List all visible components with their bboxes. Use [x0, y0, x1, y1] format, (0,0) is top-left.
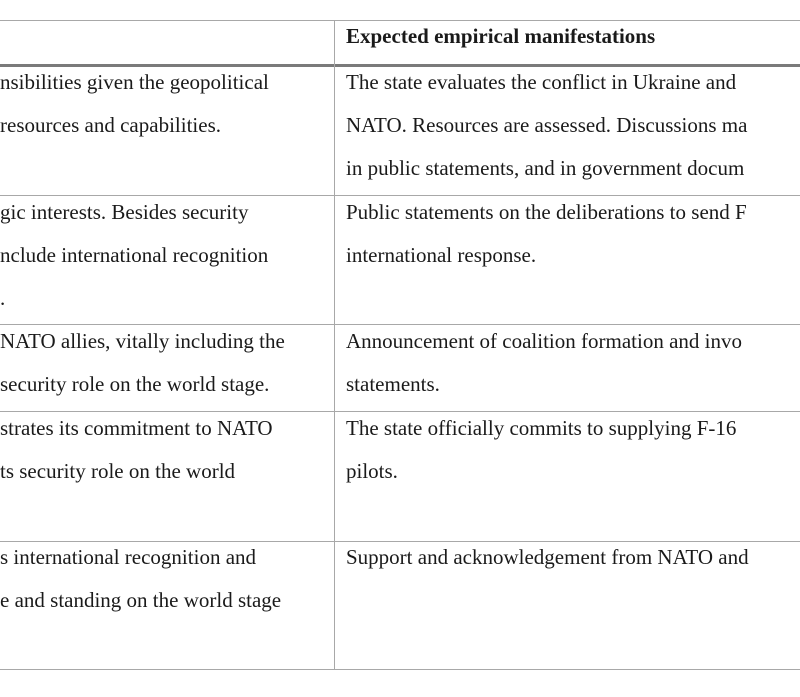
table-cell-right: [346, 191, 800, 277]
cell-text-line: security role on the world stage.: [0, 372, 270, 396]
table-cell-left: [0, 61, 333, 147]
cell-text-line: statements.: [346, 372, 440, 396]
table-cell-left: [0, 320, 333, 406]
table-cell-right: [346, 407, 800, 493]
cell-text-line: The state evaluates the conflict in Ukraine and: [346, 70, 737, 94]
cell-text-line: s international recognition and: [0, 545, 257, 569]
table-row: [0, 61, 800, 195]
cell-text-line: nclude international recognition: [0, 243, 269, 267]
cell-text-line: ts security role on the world: [0, 459, 236, 483]
table-header-row: [0, 15, 800, 60]
cell-text-line: in public statements, and in government docum: [346, 156, 745, 180]
table-row: [0, 320, 800, 411]
table-cell-right: [346, 536, 800, 579]
cell-text-line: pilots.: [346, 459, 398, 483]
cell-text-line: The state officially commits to supplying F-16: [346, 416, 737, 440]
table-cell-left: [0, 191, 333, 320]
header-cell-left: [0, 15, 333, 58]
cell-text-line: resources and capabilities.: [0, 113, 221, 137]
cell-text-line: e and standing on the world stage: [0, 588, 282, 612]
table-cell-right: [346, 61, 800, 190]
cell-text-line: .: [0, 286, 6, 310]
header-right-label: Expected empirical manifestations: [346, 24, 656, 48]
table-cell-left: [0, 536, 333, 622]
header-left-label: [0, 15, 333, 58]
cell-text-line: nsibilities given the geopolitical: [0, 70, 269, 94]
table-cell-left: [0, 407, 333, 493]
cell-text-line: international response.: [346, 243, 537, 267]
table-cell-right: [346, 320, 800, 406]
cell-text-line: Announcement of coalition formation and invo: [346, 329, 742, 353]
cell-text-line: NATO allies, vitally including the: [0, 329, 285, 353]
table-row: [0, 407, 800, 541]
cell-text-line: Public statements on the deliberations to send F: [346, 200, 747, 224]
cell-text-line: gic interests. Besides security: [0, 200, 249, 224]
header-cell-right: [346, 15, 800, 58]
table-bottom-rule: [0, 669, 800, 670]
cell-text-line: strates its commitment to NATO: [0, 416, 273, 440]
cell-text-line: NATO. Resources are assessed. Discussions ma: [346, 113, 748, 137]
table-row: [0, 536, 800, 669]
cell-text-line: Support and acknowledgement from NATO and: [346, 545, 749, 569]
table-row: [0, 191, 800, 324]
